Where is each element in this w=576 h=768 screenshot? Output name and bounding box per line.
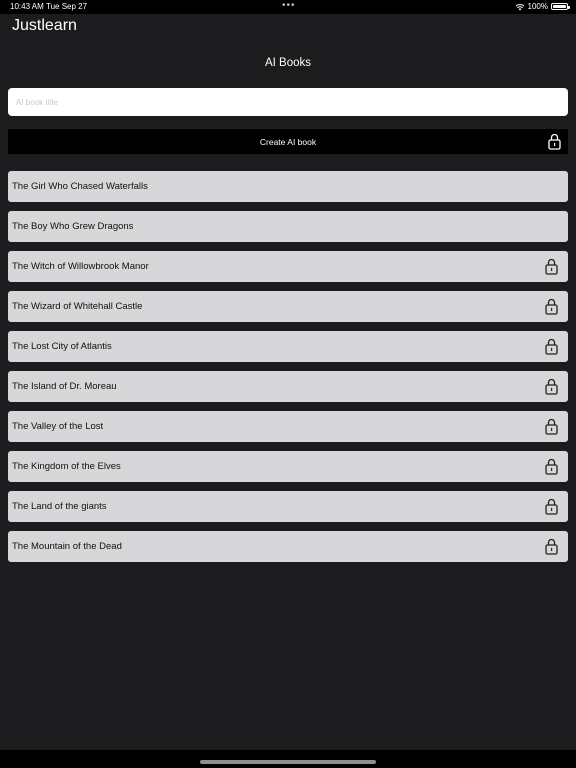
book-list-item[interactable] <box>8 171 568 202</box>
status-bar <box>0 0 576 14</box>
lock-icon <box>545 338 558 355</box>
battery-icon <box>551 3 568 10</box>
book-title: The Girl Who Chased Waterfalls <box>12 181 148 192</box>
multitasking-dots-icon[interactable]: ••• <box>282 0 296 11</box>
battery-percent: 100% <box>527 2 548 11</box>
lock-icon <box>545 418 558 435</box>
book-list-item[interactable] <box>8 451 568 482</box>
create-ai-book-label: Create AI book <box>259 136 317 147</box>
home-indicator[interactable] <box>200 760 376 764</box>
book-title: The Witch of Willowbrook Manor <box>12 261 149 272</box>
book-title: The Land of the giants <box>12 501 107 512</box>
lock-icon <box>545 538 558 555</box>
status-time: 10:43 AM <box>10 2 44 11</box>
bottom-bar <box>0 750 576 768</box>
wifi-icon <box>515 3 525 11</box>
page-title: AI Books <box>264 57 312 69</box>
book-list-item[interactable] <box>8 251 568 282</box>
book-list-item[interactable] <box>8 211 568 242</box>
book-list-item[interactable] <box>8 371 568 402</box>
book-title: The Boy Who Grew Dragons <box>12 221 134 232</box>
create-ai-book-button[interactable] <box>8 129 568 154</box>
lock-icon <box>545 458 558 475</box>
book-list-item[interactable] <box>8 291 568 322</box>
book-list-item[interactable] <box>8 331 568 362</box>
lock-icon <box>545 378 558 395</box>
book-title: The Wizard of Whitehall Castle <box>12 301 143 312</box>
book-title: The Mountain of the Dead <box>12 541 122 552</box>
book-title: The Kingdom of the Elves <box>12 461 121 472</box>
book-title-input[interactable] <box>8 88 568 116</box>
status-indicators <box>515 2 568 11</box>
lock-icon <box>545 258 558 275</box>
book-list-item[interactable] <box>8 491 568 522</box>
book-title: The Valley of the Lost <box>12 421 104 432</box>
lock-icon <box>545 298 558 315</box>
lock-icon <box>548 133 561 150</box>
book-list-item[interactable] <box>8 531 568 562</box>
book-list <box>8 171 568 571</box>
book-title: The Island of Dr. Moreau <box>12 381 117 392</box>
book-title: The Lost City of Atlantis <box>12 341 112 352</box>
book-list-item[interactable] <box>8 411 568 442</box>
status-date: Tue Sep 27 <box>46 2 88 11</box>
lock-icon <box>545 498 558 515</box>
app-title: Justlearn <box>12 17 77 34</box>
